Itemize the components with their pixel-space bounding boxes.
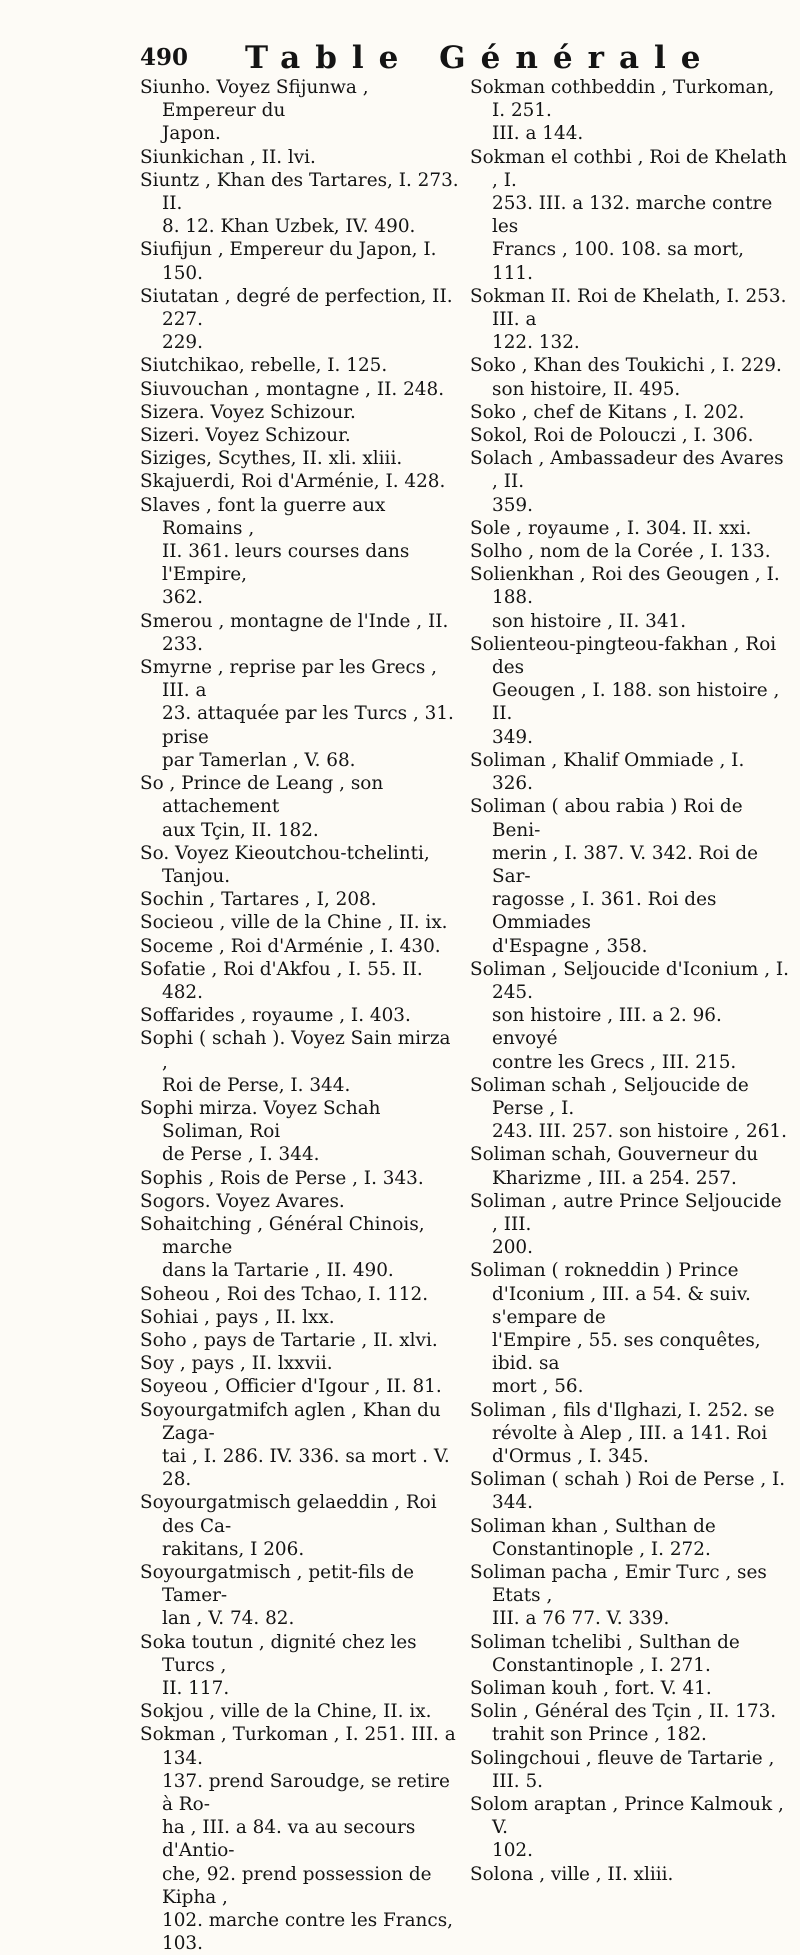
index-entry: Sophis , Rois de Perse , I. 343. xyxy=(140,1167,424,1189)
index-entry: Sofatie , Roi d'Akfou , I. 55. II. 482. xyxy=(140,958,423,1003)
index-entry: Siutchikao, rebelle, I. 125. xyxy=(140,355,388,377)
index-entry: Soliman ( abou rabia ) Roi de Beni- merin , I. 387. V. 342. Roi de Sar- ragosse , I. 361. Roi des Ommiades d'Espagne , 358. xyxy=(470,796,758,957)
index-entry: Solienkhan , Roi des Geougen , I. 188. son histoire , II. 341. xyxy=(470,564,780,632)
index-entry: Siuntz , Khan des Tartares, I. 273. II. 8. 12. Khan Uzbek, IV. 490. xyxy=(140,169,459,238)
index-column-left xyxy=(140,76,460,1955)
index-entry: Sokman el cothbi , Roi de Khelath , I. 253. III. a 132. marche contre les Francs , 100. 108. sa mort, 111. xyxy=(470,146,788,284)
index-entry: Solin , Général des Tçin , II. 173. trahit son Prince , 182. xyxy=(470,1701,777,1746)
index-entry: Solona , ville , II. xliii. xyxy=(470,1863,674,1885)
index-entry: Sokman , Turkoman , I. 251. III. a 134. 137. prend Saroudge, se retire à Ro- ha , III. a 84. va au secours d'Antio- che, 92. prend possession de Kipha , 102. marche contre les Francs, 103. xyxy=(140,1724,456,1955)
index-entry: Solom araptan , Prince Kalmouk , V. 102. xyxy=(470,1794,784,1862)
index-entry: Sogors. Voyez Avares. xyxy=(140,1190,345,1212)
index-entry: Sophi mirza. Voyez Schah Soliman, Roi de Perse , I. 344. xyxy=(140,1097,381,1166)
index-entry: Sophi ( schah ). Voyez Sain mirza , Roi de Perse, I. 344. xyxy=(140,1028,451,1096)
index-entry: Soliman tchelibi , Sulthan de Constantinople , I. 271. xyxy=(470,1631,740,1676)
index-entry: Sizeri. Voyez Schizour. xyxy=(140,425,351,447)
index-entry: Soliman , autre Prince Seljoucide , III. 200. xyxy=(470,1190,782,1259)
index-entry: Soliman pacha , Emir Turc , ses Etats , III. a 76 77. V. 339. xyxy=(470,1562,767,1630)
index-entry: Soho , pays de Tartarie , II. xlvi. xyxy=(140,1329,438,1351)
index-entry: Solach , Ambassadeur des Avares , II. 359. xyxy=(470,448,784,516)
index-entry: Soka toutun , dignité chez les Turcs , II. 117. xyxy=(140,1631,417,1700)
running-title: Table Générale xyxy=(245,40,716,76)
index-entry: Soy , pays , II. lxxvii. xyxy=(140,1353,333,1375)
index-entry: Soyourgatmifch aglen , Khan du Zaga- tai , I. 286. IV. 336. sa mort . V. 28. xyxy=(140,1399,450,1491)
index-entry: Sochin , Tartares , I, 208. xyxy=(140,889,377,911)
index-entry: Soliman kouh , fort. V. 41. xyxy=(470,1678,712,1700)
index-entry: Soffarides , royaume , I. 403. xyxy=(140,1005,411,1027)
index-entry: Sokman II. Roi de Khelath, I. 253. III. a 122. 132. xyxy=(470,285,787,354)
page-number: 490 xyxy=(140,44,189,71)
index-entry: Smerou , montagne de l'Inde , II. 233. xyxy=(140,610,449,655)
index-entry: Sohiai , pays , II. lxx. xyxy=(140,1306,335,1328)
index-entry: Soliman , fils d'Ilghazi, I. 252. se révolte à Alep , III. a 141. Roi d'Ormus , I. 345. xyxy=(470,1399,775,1467)
index-entry: Socieou , ville de la Chine , II. ix. xyxy=(140,912,448,934)
index-entry: Soceme , Roi d'Arménie , I. 430. xyxy=(140,935,441,957)
index-entry: Siziges, Scythes, II. xli. xliii. xyxy=(140,448,403,470)
running-header xyxy=(140,40,770,80)
index-entry: Soliman schah , Seljoucide de Perse , I. 243. III. 257. son histoire , 261. xyxy=(470,1074,787,1143)
index-entry: Soyourgatmisch , petit-fils de Tamer- lan , V. 74. 82. xyxy=(140,1562,414,1630)
index-entry: Sokol, Roi de Polouczi , I. 306. xyxy=(470,425,754,447)
index-entry: Soliman khan , Sulthan de Constantinople , I. 272. xyxy=(470,1515,716,1560)
index-entry: Soliman , Khalif Ommiade , I. 326. xyxy=(470,749,745,795)
index-entry: Solho , nom de la Corée , I. 133. xyxy=(470,541,771,563)
index-entry: Soyourgatmisch gelaeddin , Roi des Ca- rakitans, I 206. xyxy=(140,1492,437,1560)
index-entry: Siuvouchan , montagne , II. 248. xyxy=(140,378,445,400)
index-entry: Soko , Khan des Toukichi , I. 229. son histoire, II. 495. xyxy=(470,355,782,400)
index-entry: So , Prince de Leang , son attachement aux Tçin, II. 182. xyxy=(140,773,384,841)
index-entry: Siunkichan , II. lvi. xyxy=(140,146,316,168)
index-entry: Soliman schah, Gouverneur du Kharizme , III. a 254. 257. xyxy=(470,1144,759,1189)
index-entry: So. Voyez Kieoutchou-tchelinti, Tanjou. xyxy=(140,842,430,887)
index-entry: Siufijun , Empereur du Japon, I. 150. xyxy=(140,239,437,284)
index-entry: Siutatan , degré de perfection, II. 227. 229. xyxy=(140,285,453,354)
index-entry: Soheou , Roi des Tchao, I. 112. xyxy=(140,1283,429,1305)
index-entry: Sokman cothbeddin , Turkoman, I. 251. III. a 144. xyxy=(470,77,775,145)
index-entry: Siunho. Voyez Sfijunwa , Empereur du Japon. xyxy=(140,77,369,145)
index-entry: Skajuerdi, Roi d'Arménie, I. 428. xyxy=(140,471,446,493)
index-entry: Soko , chef de Kitans , I. 202. xyxy=(470,401,745,423)
index-entry: Sole , royaume , I. 304. II. xxi. xyxy=(470,517,752,539)
index-entry: Soliman , Seljoucide d'Iconium , I. 245. son histoire , III. a 2. 96. envoyé contre les Grecs , III. 215. xyxy=(470,958,790,1073)
index-entry: Sohaitching , Général Chinois, marche dans la Tartarie , II. 490. xyxy=(140,1213,425,1282)
index-entry: Smyrne , reprise par les Grecs , III. a 23. attaquée par les Turcs , 31. prise par Tamerlan , V. 68. xyxy=(140,657,454,771)
index-entry: Soliman ( schah ) Roi de Perse , I. 344. xyxy=(470,1469,786,1514)
index-entry: Soliman ( rokneddin ) Prince d'Iconium , III. a 54. & suiv. s'empare de l'Empire , 55. ses conquêtes, ibid. sa mort , 56. xyxy=(470,1260,761,1398)
index-column-right xyxy=(470,76,790,1886)
index-entry: Solingchoui , fleuve de Tartarie , III. 5. xyxy=(470,1747,775,1792)
index-entry: Soyeou , Officier d'Igour , II. 81. xyxy=(140,1376,442,1398)
index-entry: Sizera. Voyez Schizour. xyxy=(140,401,356,423)
index-entry: Solienteou-pingteou-fakhan , Roi des Geougen , I. 188. son histoire , II. 349. xyxy=(470,633,780,748)
index-entry: Slaves , font la guerre aux Romains , II. 361. leurs courses dans l'Empire, 362. xyxy=(140,494,410,609)
index-entry: Sokjou , ville de la Chine, II. ix. xyxy=(140,1701,432,1723)
